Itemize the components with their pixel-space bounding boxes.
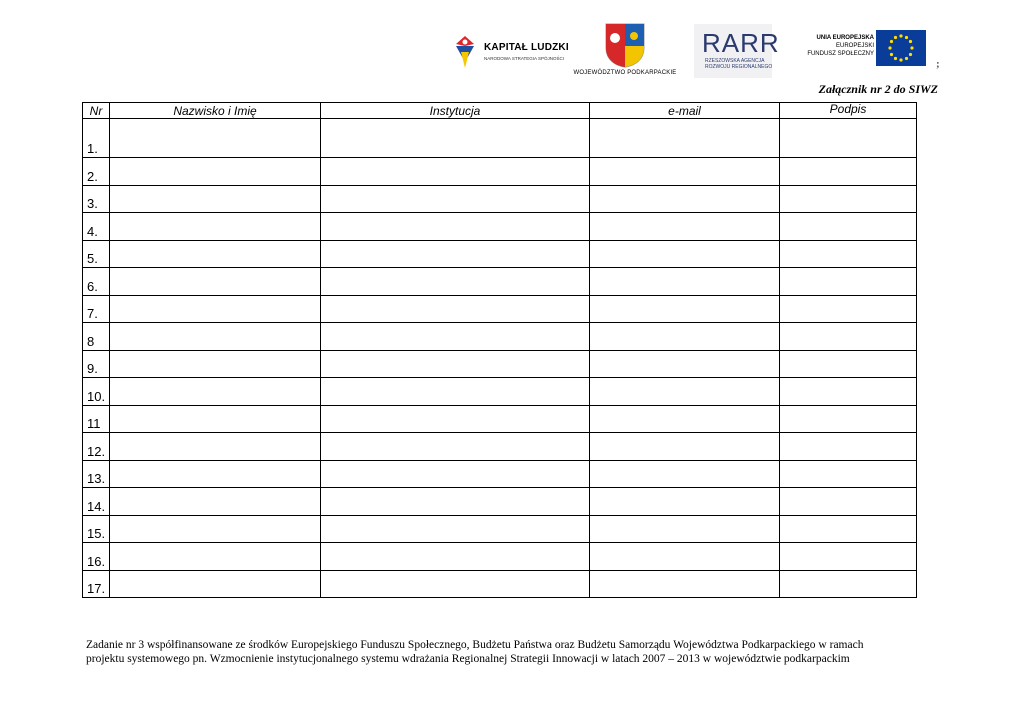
institution-cell[interactable] xyxy=(321,213,590,241)
signature-cell[interactable] xyxy=(780,185,917,213)
email-cell[interactable] xyxy=(590,268,780,296)
name-cell[interactable] xyxy=(110,570,321,598)
email-cell[interactable] xyxy=(590,295,780,323)
email-cell[interactable] xyxy=(590,378,780,406)
kapital-ludzki-title: KAPITAŁ LUDZKI xyxy=(484,42,569,53)
kapital-ludzki-icon xyxy=(452,32,478,72)
name-cell[interactable] xyxy=(110,268,321,296)
table-row xyxy=(83,323,917,351)
table-row xyxy=(83,488,917,516)
kapital-ludzki-logo xyxy=(452,32,582,72)
email-cell[interactable] xyxy=(590,213,780,241)
email-cell[interactable] xyxy=(590,158,780,186)
email-cell[interactable] xyxy=(590,460,780,488)
name-cell[interactable] xyxy=(110,119,321,158)
institution-cell[interactable] xyxy=(321,460,590,488)
table-row xyxy=(83,295,917,323)
column-header-institution: Instytucja xyxy=(321,103,590,119)
rarr-line1: RZESZOWSKA AGENCJA xyxy=(705,58,765,64)
signature-cell[interactable] xyxy=(780,323,917,351)
row-number: 2. xyxy=(83,158,110,186)
footer-line2: projektu systemowego pn. Wzmocnienie instytucjonalnego systemu wdrażania Regionalnej Strategii Innowacji w latach 2007 – 2013 w województwie podkarpackim xyxy=(86,653,850,665)
signature-cell[interactable] xyxy=(780,460,917,488)
annex-title: Załącznik nr 2 do SIWZ xyxy=(818,82,938,96)
email-cell[interactable] xyxy=(590,119,780,158)
institution-cell[interactable] xyxy=(321,185,590,213)
row-number: 1. xyxy=(83,119,110,158)
institution-cell[interactable] xyxy=(321,240,590,268)
signature-cell[interactable] xyxy=(780,405,917,433)
institution-cell[interactable] xyxy=(321,405,590,433)
name-cell[interactable] xyxy=(110,295,321,323)
email-cell[interactable] xyxy=(590,543,780,571)
institution-cell[interactable] xyxy=(321,543,590,571)
wojewodztwo-label: WOJEWÓDZTWO PODKARPACKIE xyxy=(573,70,677,76)
institution-cell[interactable] xyxy=(321,119,590,158)
institution-cell[interactable] xyxy=(321,515,590,543)
name-cell[interactable] xyxy=(110,488,321,516)
rarr-subtitle xyxy=(705,58,772,70)
row-number: 14. xyxy=(83,488,110,516)
ue-logo xyxy=(790,22,932,72)
email-cell[interactable] xyxy=(590,488,780,516)
row-number: 6. xyxy=(83,268,110,296)
kapital-ludzki-subtitle: NARODOWA STRATEGIA SPÓJNOŚCI xyxy=(484,56,565,61)
institution-cell[interactable] xyxy=(321,268,590,296)
table-header-row xyxy=(83,103,917,119)
email-cell[interactable] xyxy=(590,185,780,213)
footer-line1: Zadanie nr 3 współfinansowane ze środków Europejskiego Funduszu Społecznego, Budżetu Państwa oraz Budżetu Samorządu Województwa Podkarpackiego w ramach xyxy=(86,639,864,651)
name-cell[interactable] xyxy=(110,240,321,268)
table-row xyxy=(83,405,917,433)
institution-cell[interactable] xyxy=(321,295,590,323)
institution-cell[interactable] xyxy=(321,570,590,598)
institution-cell[interactable] xyxy=(321,378,590,406)
signature-cell[interactable] xyxy=(780,119,917,158)
institution-cell[interactable] xyxy=(321,323,590,351)
email-cell[interactable] xyxy=(590,323,780,351)
table-row xyxy=(83,515,917,543)
ue-text xyxy=(790,34,874,58)
signature-cell[interactable] xyxy=(780,433,917,461)
table-row xyxy=(83,350,917,378)
logo-bar xyxy=(0,18,1024,80)
table-row xyxy=(83,268,917,296)
name-cell[interactable] xyxy=(110,543,321,571)
email-cell[interactable] xyxy=(590,240,780,268)
ue-line3: FUNDUSZ SPOŁECZNY xyxy=(807,51,874,57)
row-number: 4. xyxy=(83,213,110,241)
email-cell[interactable] xyxy=(590,570,780,598)
name-cell[interactable] xyxy=(110,378,321,406)
table-row xyxy=(83,378,917,406)
row-number: 5. xyxy=(83,240,110,268)
table-row xyxy=(83,185,917,213)
signature-cell[interactable] xyxy=(780,570,917,598)
table-row xyxy=(83,433,917,461)
name-cell[interactable] xyxy=(110,515,321,543)
column-header-name: Nazwisko i Imię xyxy=(110,103,321,119)
rarr-name: RARR xyxy=(702,28,780,58)
footer-note xyxy=(86,638,946,666)
institution-cell[interactable] xyxy=(321,433,590,461)
signature-cell[interactable] xyxy=(780,543,917,571)
email-cell[interactable] xyxy=(590,350,780,378)
column-header-signature: Podpis xyxy=(780,103,917,119)
signature-cell[interactable] xyxy=(780,158,917,186)
table-row xyxy=(83,213,917,241)
institution-cell[interactable] xyxy=(321,488,590,516)
signature-cell[interactable] xyxy=(780,213,917,241)
name-cell[interactable] xyxy=(110,185,321,213)
header-mark: ; xyxy=(936,58,940,70)
table-row xyxy=(83,158,917,186)
wojewodztwo-logo xyxy=(570,22,680,80)
row-number: 10. xyxy=(83,378,110,406)
rarr-line2: ROZWOJU REGIONALNEGO xyxy=(705,64,773,70)
rarr-logo xyxy=(694,24,780,78)
row-number: 17. xyxy=(83,570,110,598)
institution-cell[interactable] xyxy=(321,158,590,186)
row-number: 12. xyxy=(83,433,110,461)
row-number: 3. xyxy=(83,185,110,213)
table-row xyxy=(83,240,917,268)
signature-cell[interactable] xyxy=(780,350,917,378)
name-cell[interactable] xyxy=(110,350,321,378)
name-cell[interactable] xyxy=(110,213,321,241)
signature-cell[interactable] xyxy=(780,378,917,406)
row-number: 13. xyxy=(83,460,110,488)
name-cell[interactable] xyxy=(110,323,321,351)
attendance-table xyxy=(82,102,917,598)
row-number: 9. xyxy=(83,350,110,378)
name-cell[interactable] xyxy=(110,405,321,433)
row-number: 8 xyxy=(83,323,110,351)
name-cell[interactable] xyxy=(110,433,321,461)
row-number: 16. xyxy=(83,543,110,571)
row-number: 11 xyxy=(83,405,110,433)
signature-cell[interactable] xyxy=(780,515,917,543)
email-cell[interactable] xyxy=(590,515,780,543)
institution-cell[interactable] xyxy=(321,350,590,378)
table-row xyxy=(83,570,917,598)
table-row xyxy=(83,119,917,158)
ue-line1: UNIA EUROPEJSKA xyxy=(816,35,874,41)
signature-cell[interactable] xyxy=(780,240,917,268)
column-header-nr: Nr xyxy=(83,103,110,119)
name-cell[interactable] xyxy=(110,460,321,488)
ue-line2: EUROPEJSKI xyxy=(835,43,874,49)
table-row xyxy=(83,543,917,571)
signature-cell[interactable] xyxy=(780,295,917,323)
signature-cell[interactable] xyxy=(780,488,917,516)
email-cell[interactable] xyxy=(590,433,780,461)
name-cell[interactable] xyxy=(110,158,321,186)
column-header-email: e-mail xyxy=(590,103,780,119)
row-number: 7. xyxy=(83,295,110,323)
email-cell[interactable] xyxy=(590,405,780,433)
eu-flag-icon xyxy=(876,30,926,66)
table-body xyxy=(83,119,917,598)
table-row xyxy=(83,460,917,488)
signature-cell[interactable] xyxy=(780,268,917,296)
row-number: 15. xyxy=(83,515,110,543)
coat-of-arms-icon xyxy=(604,22,646,68)
